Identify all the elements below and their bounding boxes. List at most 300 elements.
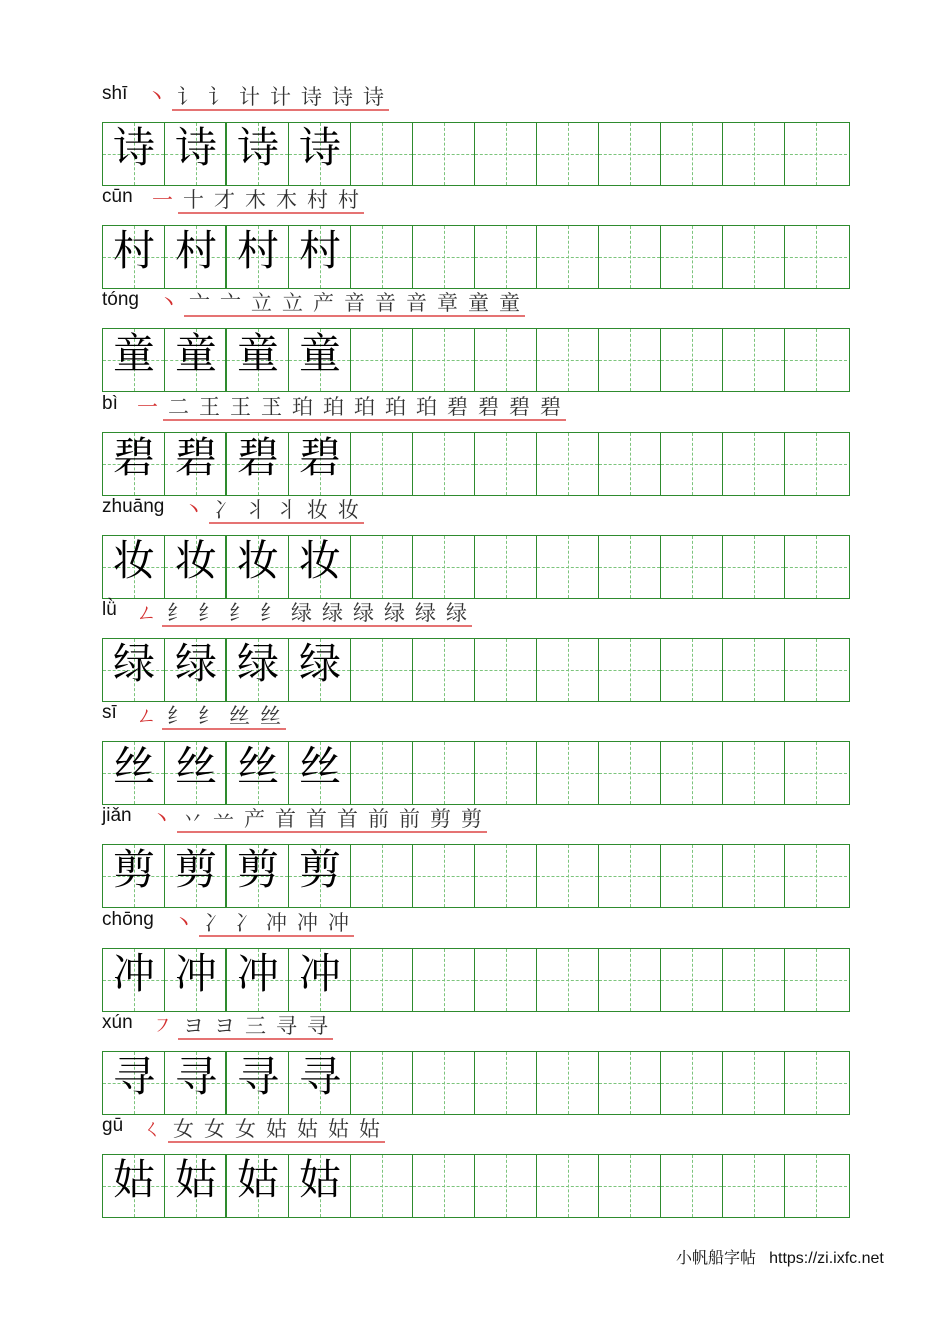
stroke-step: 计 xyxy=(234,85,265,111)
grid-cell[interactable] xyxy=(661,639,723,701)
grid-cell[interactable] xyxy=(103,949,165,1011)
model-character: 寻 xyxy=(236,1052,279,1101)
stroke-step: 冫 xyxy=(199,911,230,937)
stroke-step: 前 xyxy=(394,807,425,833)
pinyin-label: sī xyxy=(102,702,117,723)
stroke-step: 妆 xyxy=(302,498,333,524)
stroke-step: 木 xyxy=(240,188,271,214)
stroke-step: 冲 xyxy=(261,911,292,937)
grid-cell[interactable] xyxy=(723,329,785,391)
grid-cell[interactable] xyxy=(351,742,413,804)
stroke-step: 诗 xyxy=(296,85,327,111)
grid-cell[interactable] xyxy=(785,845,847,907)
grid-cell[interactable] xyxy=(599,949,661,1011)
grid-cell[interactable] xyxy=(723,536,785,598)
tian-grid xyxy=(102,432,850,496)
grid-cell[interactable] xyxy=(289,536,351,598)
grid-cell[interactable] xyxy=(165,949,227,1011)
pinyin-label: xún xyxy=(102,1012,133,1033)
stroke-step: 珀 xyxy=(349,395,380,421)
stroke-step: 女 xyxy=(168,1117,199,1143)
grid-cell[interactable] xyxy=(165,1052,227,1114)
stroke-step: 姑 xyxy=(292,1117,323,1143)
stroke-step: 寻 xyxy=(302,1014,333,1040)
stroke-step: 亠 xyxy=(215,291,246,317)
grid-cell[interactable] xyxy=(661,433,723,495)
model-character: 碧 xyxy=(174,433,217,482)
grid-cell[interactable] xyxy=(785,226,847,288)
grid-cell[interactable] xyxy=(475,226,537,288)
stroke-step: 绿 xyxy=(348,601,379,627)
stroke-step: 纟 xyxy=(162,601,193,627)
stroke-step: 音 xyxy=(370,291,401,317)
model-character: 童 xyxy=(236,329,279,378)
tian-grid xyxy=(102,535,850,599)
grid-cell[interactable] xyxy=(413,226,475,288)
stroke-step: 碧 xyxy=(504,395,535,421)
stroke-step: 亠 xyxy=(184,291,215,317)
grid-cell[interactable] xyxy=(599,742,661,804)
footer xyxy=(676,1245,884,1268)
model-character: 丝 xyxy=(174,742,217,791)
stroke-step: 一 xyxy=(152,188,173,212)
stroke-step: 珀 xyxy=(318,395,349,421)
stroke-step: 纟 xyxy=(193,704,224,730)
grid-cell[interactable] xyxy=(661,742,723,804)
grid-cell[interactable] xyxy=(723,226,785,288)
grid-cell[interactable] xyxy=(785,742,847,804)
grid-cell[interactable] xyxy=(227,742,289,804)
tian-grid xyxy=(102,328,850,392)
grid-cell[interactable] xyxy=(165,226,227,288)
grid-cell[interactable] xyxy=(599,226,661,288)
grid-cell[interactable] xyxy=(537,536,599,598)
stroke-step: 丶 xyxy=(158,291,179,315)
model-character: 妆 xyxy=(174,536,217,585)
model-character: 丝 xyxy=(298,742,341,791)
grid-cell[interactable] xyxy=(103,536,165,598)
grid-cell[interactable] xyxy=(785,639,847,701)
grid-cell[interactable] xyxy=(475,949,537,1011)
tian-grid xyxy=(102,1154,850,1218)
model-character: 村 xyxy=(236,226,279,275)
stroke-step: 丶 xyxy=(183,498,204,522)
tian-grid xyxy=(102,122,850,186)
pinyin-label: bì xyxy=(102,393,118,414)
grid-cell[interactable] xyxy=(537,742,599,804)
model-character: 剪 xyxy=(112,845,155,894)
grid-cell[interactable] xyxy=(537,1155,599,1217)
grid-cell[interactable] xyxy=(351,845,413,907)
stroke-step: 女 xyxy=(230,1117,261,1143)
stroke-step: ㇇ xyxy=(152,1014,173,1038)
stroke-step: 丝 xyxy=(255,704,286,730)
stroke-step: 冲 xyxy=(292,911,323,937)
grid-cell[interactable] xyxy=(413,433,475,495)
grid-cell[interactable] xyxy=(413,123,475,185)
footer-brand: 小帆船字帖 xyxy=(676,1248,757,1267)
stroke-step: 童 xyxy=(463,291,494,317)
grid-cell[interactable] xyxy=(289,123,351,185)
stroke-order xyxy=(146,805,487,833)
stroke-step: 冫 xyxy=(209,498,240,524)
model-character: 村 xyxy=(174,226,217,275)
grid-cell[interactable] xyxy=(723,639,785,701)
stroke-order xyxy=(178,496,364,524)
stroke-order xyxy=(131,599,472,627)
grid-cell[interactable] xyxy=(351,226,413,288)
grid-cell[interactable] xyxy=(475,123,537,185)
grid-cell[interactable] xyxy=(599,123,661,185)
grid-cell[interactable] xyxy=(475,329,537,391)
grid-cell[interactable] xyxy=(475,845,537,907)
stroke-step: 音 xyxy=(401,291,432,317)
stroke-step: 碧 xyxy=(473,395,504,421)
stroke-step: 讠 xyxy=(172,85,203,111)
grid-cell[interactable] xyxy=(661,1052,723,1114)
stroke-step: 绿 xyxy=(379,601,410,627)
practice-row xyxy=(102,1012,850,1115)
grid-cell[interactable] xyxy=(289,949,351,1011)
model-character: 姑 xyxy=(298,1155,341,1204)
stroke-step: 姑 xyxy=(323,1117,354,1143)
practice-row xyxy=(102,393,850,496)
grid-cell[interactable] xyxy=(785,949,847,1011)
grid-cell[interactable] xyxy=(537,949,599,1011)
grid-cell[interactable] xyxy=(413,639,475,701)
grid-cell[interactable] xyxy=(475,1052,537,1114)
practice-row xyxy=(102,805,850,908)
stroke-step: ㄥ xyxy=(136,704,157,728)
stroke-step: 丶 xyxy=(173,911,194,935)
model-character: 寻 xyxy=(298,1052,341,1101)
stroke-step: 碧 xyxy=(535,395,566,421)
stroke-step: 丝 xyxy=(224,704,255,730)
grid-cell[interactable] xyxy=(165,123,227,185)
stroke-step: 村 xyxy=(333,188,364,214)
grid-cell[interactable] xyxy=(351,1155,413,1217)
model-character: 妆 xyxy=(236,536,279,585)
grid-cell[interactable] xyxy=(227,536,289,598)
practice-row xyxy=(102,909,850,1012)
stroke-step: 童 xyxy=(494,291,525,317)
grid-cell[interactable] xyxy=(351,639,413,701)
grid-cell[interactable] xyxy=(165,742,227,804)
tian-grid xyxy=(102,741,850,805)
grid-cell[interactable] xyxy=(165,536,227,598)
stroke-step: 首 xyxy=(301,807,332,833)
grid-cell[interactable] xyxy=(661,1155,723,1217)
pinyin-label: cūn xyxy=(102,186,133,207)
grid-cell[interactable] xyxy=(413,1052,475,1114)
stroke-step: 产 xyxy=(308,291,339,317)
grid-cell[interactable] xyxy=(227,1155,289,1217)
grid-cell[interactable] xyxy=(103,226,165,288)
grid-cell[interactable] xyxy=(475,1155,537,1217)
grid-cell[interactable] xyxy=(599,639,661,701)
grid-cell[interactable] xyxy=(227,433,289,495)
model-character: 碧 xyxy=(112,433,155,482)
stroke-order xyxy=(132,393,566,421)
stroke-order xyxy=(137,1115,385,1143)
grid-cell[interactable] xyxy=(413,742,475,804)
model-character: 寻 xyxy=(174,1052,217,1101)
stroke-step: 绿 xyxy=(286,601,317,627)
grid-cell[interactable] xyxy=(165,639,227,701)
stroke-step: 纟 xyxy=(162,704,193,730)
grid-cell[interactable] xyxy=(227,123,289,185)
model-character: 绿 xyxy=(112,639,155,688)
model-character: 诗 xyxy=(298,123,341,172)
grid-cell[interactable] xyxy=(351,433,413,495)
grid-cell[interactable] xyxy=(227,329,289,391)
model-character: 诗 xyxy=(112,123,155,172)
grid-cell[interactable] xyxy=(227,949,289,1011)
grid-cell[interactable] xyxy=(475,742,537,804)
stroke-order xyxy=(147,186,364,214)
grid-cell[interactable] xyxy=(413,949,475,1011)
stroke-step: 丶 xyxy=(146,85,167,109)
stroke-step: 立 xyxy=(277,291,308,317)
stroke-step: 䒑 xyxy=(208,807,239,833)
stroke-step: 首 xyxy=(270,807,301,833)
grid-cell[interactable] xyxy=(537,329,599,391)
model-character: 剪 xyxy=(236,845,279,894)
stroke-step: 纟 xyxy=(224,601,255,627)
grid-cell[interactable] xyxy=(723,123,785,185)
stroke-step: ㄑ xyxy=(142,1117,163,1141)
model-character: 冲 xyxy=(174,949,217,998)
stroke-step: 三 xyxy=(240,1014,271,1040)
stroke-step: 一 xyxy=(137,395,158,419)
grid-cell[interactable] xyxy=(289,845,351,907)
stroke-step: 丶 xyxy=(151,807,172,831)
pinyin-label: tóng xyxy=(102,289,139,310)
grid-cell[interactable] xyxy=(785,1155,847,1217)
grid-cell[interactable] xyxy=(289,329,351,391)
stroke-step: 计 xyxy=(265,85,296,111)
grid-cell[interactable] xyxy=(537,123,599,185)
grid-cell[interactable] xyxy=(413,536,475,598)
model-character: 姑 xyxy=(112,1155,155,1204)
stroke-step: 丬 xyxy=(271,498,302,524)
grid-cell[interactable] xyxy=(475,433,537,495)
grid-cell[interactable] xyxy=(351,329,413,391)
stroke-step: 诗 xyxy=(358,85,389,111)
model-character: 绿 xyxy=(298,639,341,688)
stroke-step: 冫 xyxy=(230,911,261,937)
grid-cell[interactable] xyxy=(537,845,599,907)
footer-url[interactable]: https://zi.ixfc.net xyxy=(769,1250,884,1267)
model-character: 冲 xyxy=(236,949,279,998)
stroke-step: 冲 xyxy=(323,911,354,937)
grid-cell[interactable] xyxy=(227,845,289,907)
grid-cell[interactable] xyxy=(103,123,165,185)
stroke-step: 妆 xyxy=(333,498,364,524)
grid-cell[interactable] xyxy=(537,433,599,495)
stroke-step: 绿 xyxy=(317,601,348,627)
model-character: 妆 xyxy=(298,536,341,585)
grid-cell[interactable] xyxy=(351,1052,413,1114)
model-character: 姑 xyxy=(236,1155,279,1204)
grid-cell[interactable] xyxy=(227,226,289,288)
grid-cell[interactable] xyxy=(723,433,785,495)
stroke-step: 碧 xyxy=(442,395,473,421)
grid-cell[interactable] xyxy=(165,433,227,495)
model-character: 妆 xyxy=(112,536,155,585)
grid-cell[interactable] xyxy=(289,742,351,804)
stroke-step: ヨ xyxy=(209,1014,240,1040)
grid-cell[interactable] xyxy=(785,1052,847,1114)
grid-cell[interactable] xyxy=(599,536,661,598)
grid-cell[interactable] xyxy=(537,1052,599,1114)
stroke-step: 剪 xyxy=(425,807,456,833)
stroke-step: ヨ xyxy=(178,1014,209,1040)
practice-row xyxy=(102,186,850,289)
practice-row xyxy=(102,496,850,599)
stroke-step: 丷 xyxy=(177,807,208,833)
practice-row xyxy=(102,702,850,805)
pinyin-label: jiǎn xyxy=(102,805,132,826)
grid-cell[interactable] xyxy=(599,433,661,495)
stroke-step: 纟 xyxy=(193,601,224,627)
grid-cell[interactable] xyxy=(103,329,165,391)
stroke-step: 珀 xyxy=(287,395,318,421)
grid-cell[interactable] xyxy=(289,226,351,288)
grid-cell[interactable] xyxy=(165,845,227,907)
grid-cell[interactable] xyxy=(661,949,723,1011)
practice-row xyxy=(102,83,850,186)
grid-cell[interactable] xyxy=(785,536,847,598)
grid-cell[interactable] xyxy=(475,536,537,598)
grid-cell[interactable] xyxy=(785,123,847,185)
model-character: 绿 xyxy=(236,639,279,688)
stroke-step: 姑 xyxy=(261,1117,292,1143)
tian-grid xyxy=(102,225,850,289)
model-character: 童 xyxy=(174,329,217,378)
stroke-step: 诗 xyxy=(327,85,358,111)
grid-cell[interactable] xyxy=(351,536,413,598)
grid-cell[interactable] xyxy=(413,329,475,391)
grid-cell[interactable] xyxy=(661,536,723,598)
grid-cell[interactable] xyxy=(599,845,661,907)
stroke-step: 前 xyxy=(363,807,394,833)
model-character: 丝 xyxy=(112,742,155,791)
grid-cell[interactable] xyxy=(785,329,847,391)
stroke-step: 立 xyxy=(246,291,277,317)
grid-cell[interactable] xyxy=(227,1052,289,1114)
grid-cell[interactable] xyxy=(661,226,723,288)
stroke-step: 二 xyxy=(163,395,194,421)
stroke-step: 绿 xyxy=(410,601,441,627)
tian-grid xyxy=(102,844,850,908)
stroke-step: 首 xyxy=(332,807,363,833)
model-character: 冲 xyxy=(298,949,341,998)
stroke-step: ㄥ xyxy=(136,601,157,625)
stroke-step: 十 xyxy=(178,188,209,214)
grid-cell[interactable] xyxy=(537,226,599,288)
pinyin-label: shī xyxy=(102,83,128,104)
stroke-step: 产 xyxy=(239,807,270,833)
model-character: 童 xyxy=(298,329,341,378)
model-character: 剪 xyxy=(174,845,217,894)
pinyin-label: lǜ xyxy=(102,599,117,620)
stroke-step: 纟 xyxy=(255,601,286,627)
grid-cell[interactable] xyxy=(289,639,351,701)
pinyin-label: chōng xyxy=(102,909,154,930)
grid-cell[interactable] xyxy=(165,329,227,391)
grid-cell[interactable] xyxy=(723,845,785,907)
stroke-step: 王 xyxy=(225,395,256,421)
grid-cell[interactable] xyxy=(165,1155,227,1217)
grid-cell[interactable] xyxy=(351,949,413,1011)
grid-cell[interactable] xyxy=(475,639,537,701)
stroke-step: 讠 xyxy=(203,85,234,111)
stroke-step: 珀 xyxy=(380,395,411,421)
grid-cell[interactable] xyxy=(289,1052,351,1114)
model-character: 村 xyxy=(112,226,155,275)
grid-cell[interactable] xyxy=(723,1155,785,1217)
model-character: 绿 xyxy=(174,639,217,688)
grid-cell[interactable] xyxy=(103,845,165,907)
grid-cell[interactable] xyxy=(723,742,785,804)
model-character: 童 xyxy=(112,329,155,378)
practice-row xyxy=(102,599,850,702)
stroke-step: 木 xyxy=(271,188,302,214)
grid-cell[interactable] xyxy=(661,123,723,185)
grid-cell[interactable] xyxy=(351,123,413,185)
model-character: 村 xyxy=(298,226,341,275)
grid-cell[interactable] xyxy=(103,433,165,495)
grid-cell[interactable] xyxy=(599,1155,661,1217)
practice-row xyxy=(102,1115,850,1218)
stroke-step: 寻 xyxy=(271,1014,302,1040)
grid-cell[interactable] xyxy=(599,329,661,391)
grid-cell[interactable] xyxy=(103,1052,165,1114)
grid-cell[interactable] xyxy=(599,1052,661,1114)
grid-cell[interactable] xyxy=(661,845,723,907)
grid-cell[interactable] xyxy=(289,433,351,495)
stroke-order xyxy=(147,1012,333,1040)
stroke-step: 王 xyxy=(194,395,225,421)
grid-cell[interactable] xyxy=(723,1052,785,1114)
stroke-step: 玊 xyxy=(256,395,287,421)
model-character: 寻 xyxy=(112,1052,155,1101)
stroke-step: 村 xyxy=(302,188,333,214)
grid-cell[interactable] xyxy=(723,949,785,1011)
grid-cell[interactable] xyxy=(227,639,289,701)
tian-grid xyxy=(102,948,850,1012)
grid-cell[interactable] xyxy=(537,639,599,701)
grid-cell[interactable] xyxy=(661,329,723,391)
model-character: 诗 xyxy=(236,123,279,172)
grid-cell[interactable] xyxy=(413,845,475,907)
grid-cell[interactable] xyxy=(413,1155,475,1217)
grid-cell[interactable] xyxy=(103,1155,165,1217)
stroke-step: 章 xyxy=(432,291,463,317)
grid-cell[interactable] xyxy=(103,742,165,804)
stroke-order xyxy=(131,702,286,730)
stroke-step: 丬 xyxy=(240,498,271,524)
grid-cell[interactable] xyxy=(785,433,847,495)
model-character: 诗 xyxy=(174,123,217,172)
stroke-order xyxy=(141,83,389,111)
stroke-step: 珀 xyxy=(411,395,442,421)
grid-cell[interactable] xyxy=(289,1155,351,1217)
grid-cell[interactable] xyxy=(103,639,165,701)
model-character: 冲 xyxy=(112,949,155,998)
stroke-step: 音 xyxy=(339,291,370,317)
